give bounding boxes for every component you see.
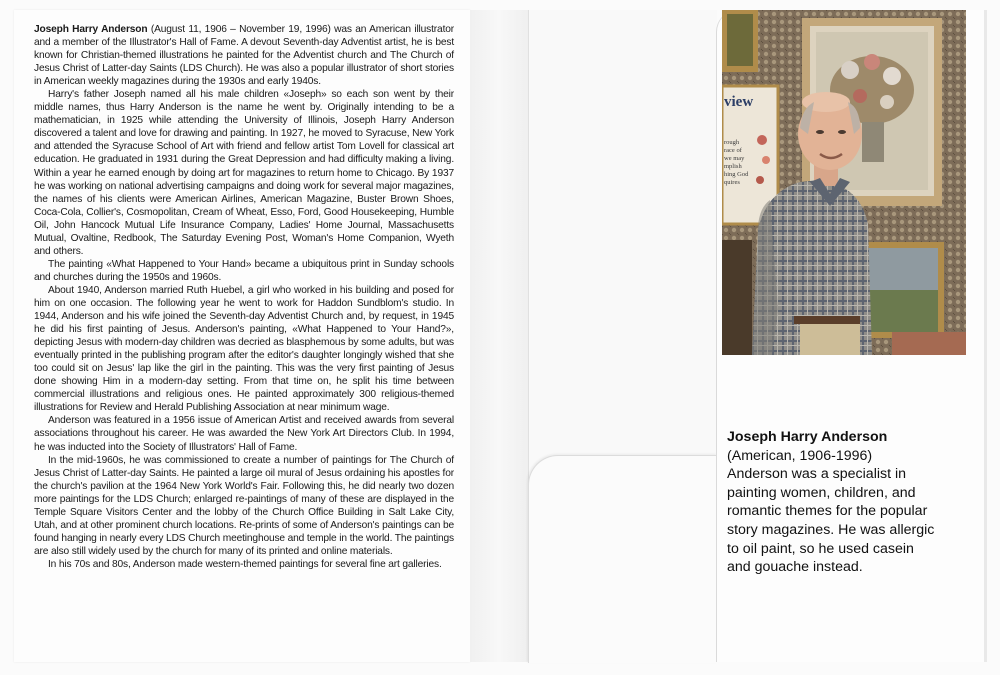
bio-paragraph-1 — [34, 23, 454, 88]
bio-paragraph-3: The painting «What Happened to Your Hand» became a ubiquitous print in Sunday schools and churches during the 1950s and 1960s. — [34, 258, 454, 283]
artist-nationality-years: (American, 1906-1996) — [727, 447, 873, 464]
bio-name: Joseph Harry Anderson — [34, 24, 148, 35]
artist-caption — [727, 428, 979, 577]
artist-photo-illustration — [722, 10, 966, 355]
artist-photo — [722, 10, 966, 355]
caption-line-3: romantic themes for the popular — [727, 503, 928, 520]
biography-text — [34, 23, 454, 571]
folder-pocket — [528, 455, 717, 663]
bio-paragraph-6: In the mid-1960s, he was commissioned to create a number of paintings for The Church of Jesus Christ of Latter-day Saints. He painted a large oil mural of Jesus ordaining his apostles for the church's pavilion at the 1964 New York World's Fair. Following this, he did nearly two dozen more paintings for the LDS Church; enlarged re-paintings of many of these are displayed in the Temple Square Visitors Center and the lobby of the Church Office Building in Salt Lake City, Utah, and at other prominent church locations. Re-prints of some of Anderson's paintings can be found hanging in nearly every LDS Church meetinghouse and temple in the world. The paintings are also still widely used by the church for many of its printed and online materials. — [34, 454, 454, 557]
caption-line-6: and gouache instead. — [727, 559, 863, 576]
caption-line-1: Anderson was a specialist in — [727, 466, 907, 483]
folder-spine — [470, 10, 528, 662]
sign-line-5: hing God — [724, 171, 749, 178]
bio-paragraph-4: About 1940, Anderson married Ruth Huebel, a girl who worked in his building and posed for him on one occasion. The following year he went to work for Haddon Sundblom's studio. In 1944, Anderson and his wife joined the Seventh-day Adventist Church and, by request, in 1945 he did his first painting of Jesus. Anderson's painting, «What Happened to Your Hand?», depicting Jesus with modern-day children was decried as blasphemous by some adults, but was eventually printed in the publishing program after the editor's daughter longingly wished that she too could sit on Jesus' lap like the girl in the painting. This was the very first painting of Jesus done showing Him in a modern-day setting. From that time on, he split his time between commercial illustrations and religious ones. He painted approximately 300 religious-themed illustrations for Review and Herald Publishing Association at near minimum wage. — [34, 284, 454, 414]
sign-line-1: rough — [724, 139, 740, 146]
sign-line-3: we may — [724, 155, 745, 162]
sign-word: view — [724, 94, 754, 110]
sign-line-4: mplish — [724, 163, 742, 170]
biography-page — [14, 10, 470, 662]
bio-paragraph-1-text: (August 11, 1906 – November 19, 1996) was an American illustrator and a member of the Illustrator's Hall of Fame. A devout Seventh-day Adventist artist, he is best known for Christian-themed illustrations he painted for the Adventist church and The Church of Jesus Christ of Latter-day Saints (LDS Church). He was also a popular illustrator of short stories in American weekly magazines during the 1930s and early 1940s. — [34, 24, 455, 88]
sign-line-2: race of — [724, 147, 742, 154]
caption-line-4: story magazines. He was allergic — [727, 521, 935, 538]
bio-paragraph-5: Anderson was featured in a 1956 issue of American Artist and received awards from several associations throughout his career. He was awarded the New York Art Directors Club. In 1994, he was inducted into the Society of Illustrators' Hall of Fame. — [34, 415, 454, 453]
bio-paragraph-2: Harry's father Joseph named all his male children «Joseph» so each son went by their middle names, thus Harry Anderson is the name he went by. Originally intending to be a mathematician, in 1925 while attending the University of Illinois, Joseph Harry Anderson discovered a talent and love for drawing and painting. In 1927, he moved to Syracuse, New York and attended the Syracuse School of Art with friend and fellow artist Tom Lovell for classical art education. He graduated in 1931 during the Great Depression and had difficulty making a living. Within a year he earned enough by doing art for magazines to return home to Chicago. By 1937 he was working on national advertising campaigns and doing work for several major magazines, the names of his clients were American Airlines, American Magazine, Buster Brown Shoes, Coca-Cola, Collier's, Cosmopolitan, Cream of Wheat, Esso, Ford, Good Housekeeping, Humble Oil, John Hancock Mutual Life Insurance Company, Ladies' Home Journal, Massachusetts Mutual, Ovaltine, Redbook, The Saturday Evening Post, Woman's Home Companion, Wyeth and others. — [34, 89, 454, 257]
caption-line-5: to oil paint, so he used casein — [727, 540, 914, 557]
sign-line-6: quires — [724, 179, 740, 186]
bio-paragraph-7: In his 70s and 80s, Anderson made western-themed paintings for several fine art galleries. — [48, 558, 442, 570]
caption-line-2: painting women, children, and — [727, 484, 916, 501]
card-edge — [984, 10, 987, 662]
artist-name: Joseph Harry Anderson — [727, 429, 888, 445]
